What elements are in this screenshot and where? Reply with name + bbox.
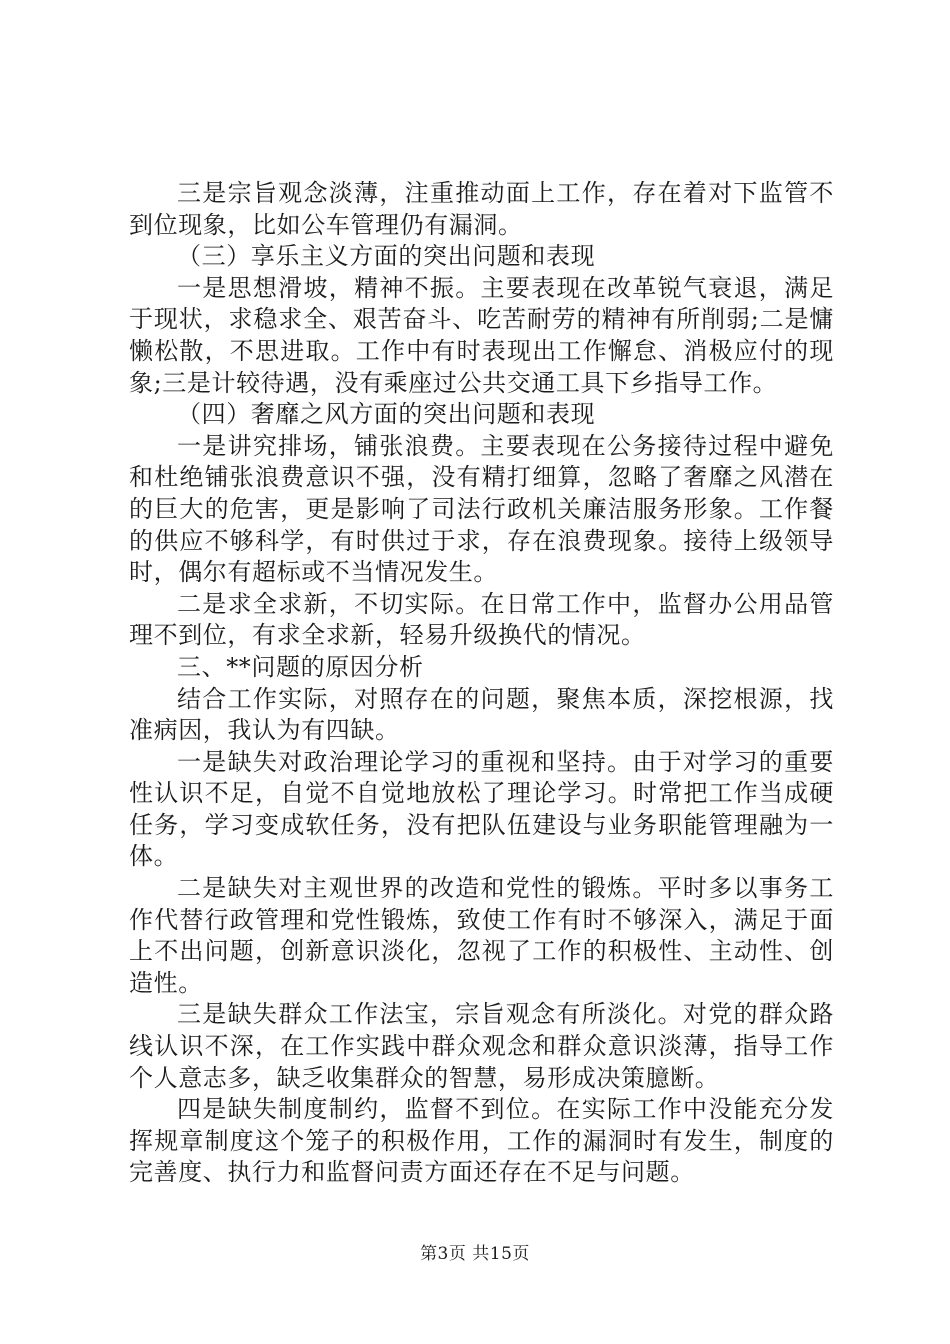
section-heading: （三）享乐主义方面的突出问题和表现 <box>177 242 596 271</box>
paragraph: 二是求全求新，不切实际。在日常工作中，监督办公用品管理不到位，有求全求新，轻易升级换代的情况。 <box>129 589 834 650</box>
paragraph: 三是缺失群众工作法宝，宗旨观念有所淡化。对党的群众路线认识不深，在工作实践中群众观念和群众意识淡薄，指导工作个人意志多，缺乏收集群众的智慧，易形成决策臆断。 <box>129 1000 834 1092</box>
paragraph: 二是缺失对主观世界的改造和党性的锻炼。平时多以事务工作代替行政管理和党性锻炼，致使工作有时不够深入，满足于面上不出问题，创新意识淡化，忽视了工作的积极性、主动性、创造性。 <box>129 874 834 997</box>
paragraph: 一是缺失对政治理论学习的重视和坚持。由于对学习的重要性认识不足，自觉不自觉地放松了理论学习。时常把工作当成硬任务，学习变成软任务，没有把队伍建设与业务职能管理融为一体。 <box>129 747 834 871</box>
paragraph: 一是思想滑坡，精神不振。主要表现在改革锐气衰退，满足于现状，求稳求全、艰苦奋斗、吃苦耐劳的精神有所削弱;二是慵懒松散，不思进取。工作中有时表现出工作懈怠、消极应付的现象;三是计较待遇，没有乘座过公共交通工具下乡指导工作。 <box>129 273 834 397</box>
page-number-footer: 第3页 共15页 <box>420 1244 530 1264</box>
paragraph: 四是缺失制度制约，监督不到位。在实际工作中没能充分发挥规章制度这个笼子的积极作用，工作的漏洞时有发生，制度的完善度、执行力和监督问责方面还存在不足与问题。 <box>129 1095 834 1187</box>
paragraph: 一是讲究排场，铺张浪费。主要表现在公务接待过程中避免和杜绝铺张浪费意识不强，没有精打细算，忽略了奢靡之风潜在的巨大的危害，更是影响了司法行政机关廉洁服务形象。工作餐的供应不够科学，有时供过于求，存在浪费现象。接待上级领导时，偶尔有超标或不当情况发生。 <box>129 431 834 587</box>
document-body <box>129 178 834 1189</box>
paragraph: 三是宗旨观念淡薄，注重推动面上工作，存在着对下监管不到位现象，比如公车管理仍有漏洞。 <box>129 179 834 239</box>
section-heading: （四）奢靡之风方面的突出问题和表现 <box>177 400 596 429</box>
paragraph: 结合工作实际，对照存在的问题，聚焦本质，深挖根源，找准病因，我认为有四缺。 <box>129 684 834 745</box>
section-heading: 三、**问题的原因分析 <box>177 652 424 681</box>
